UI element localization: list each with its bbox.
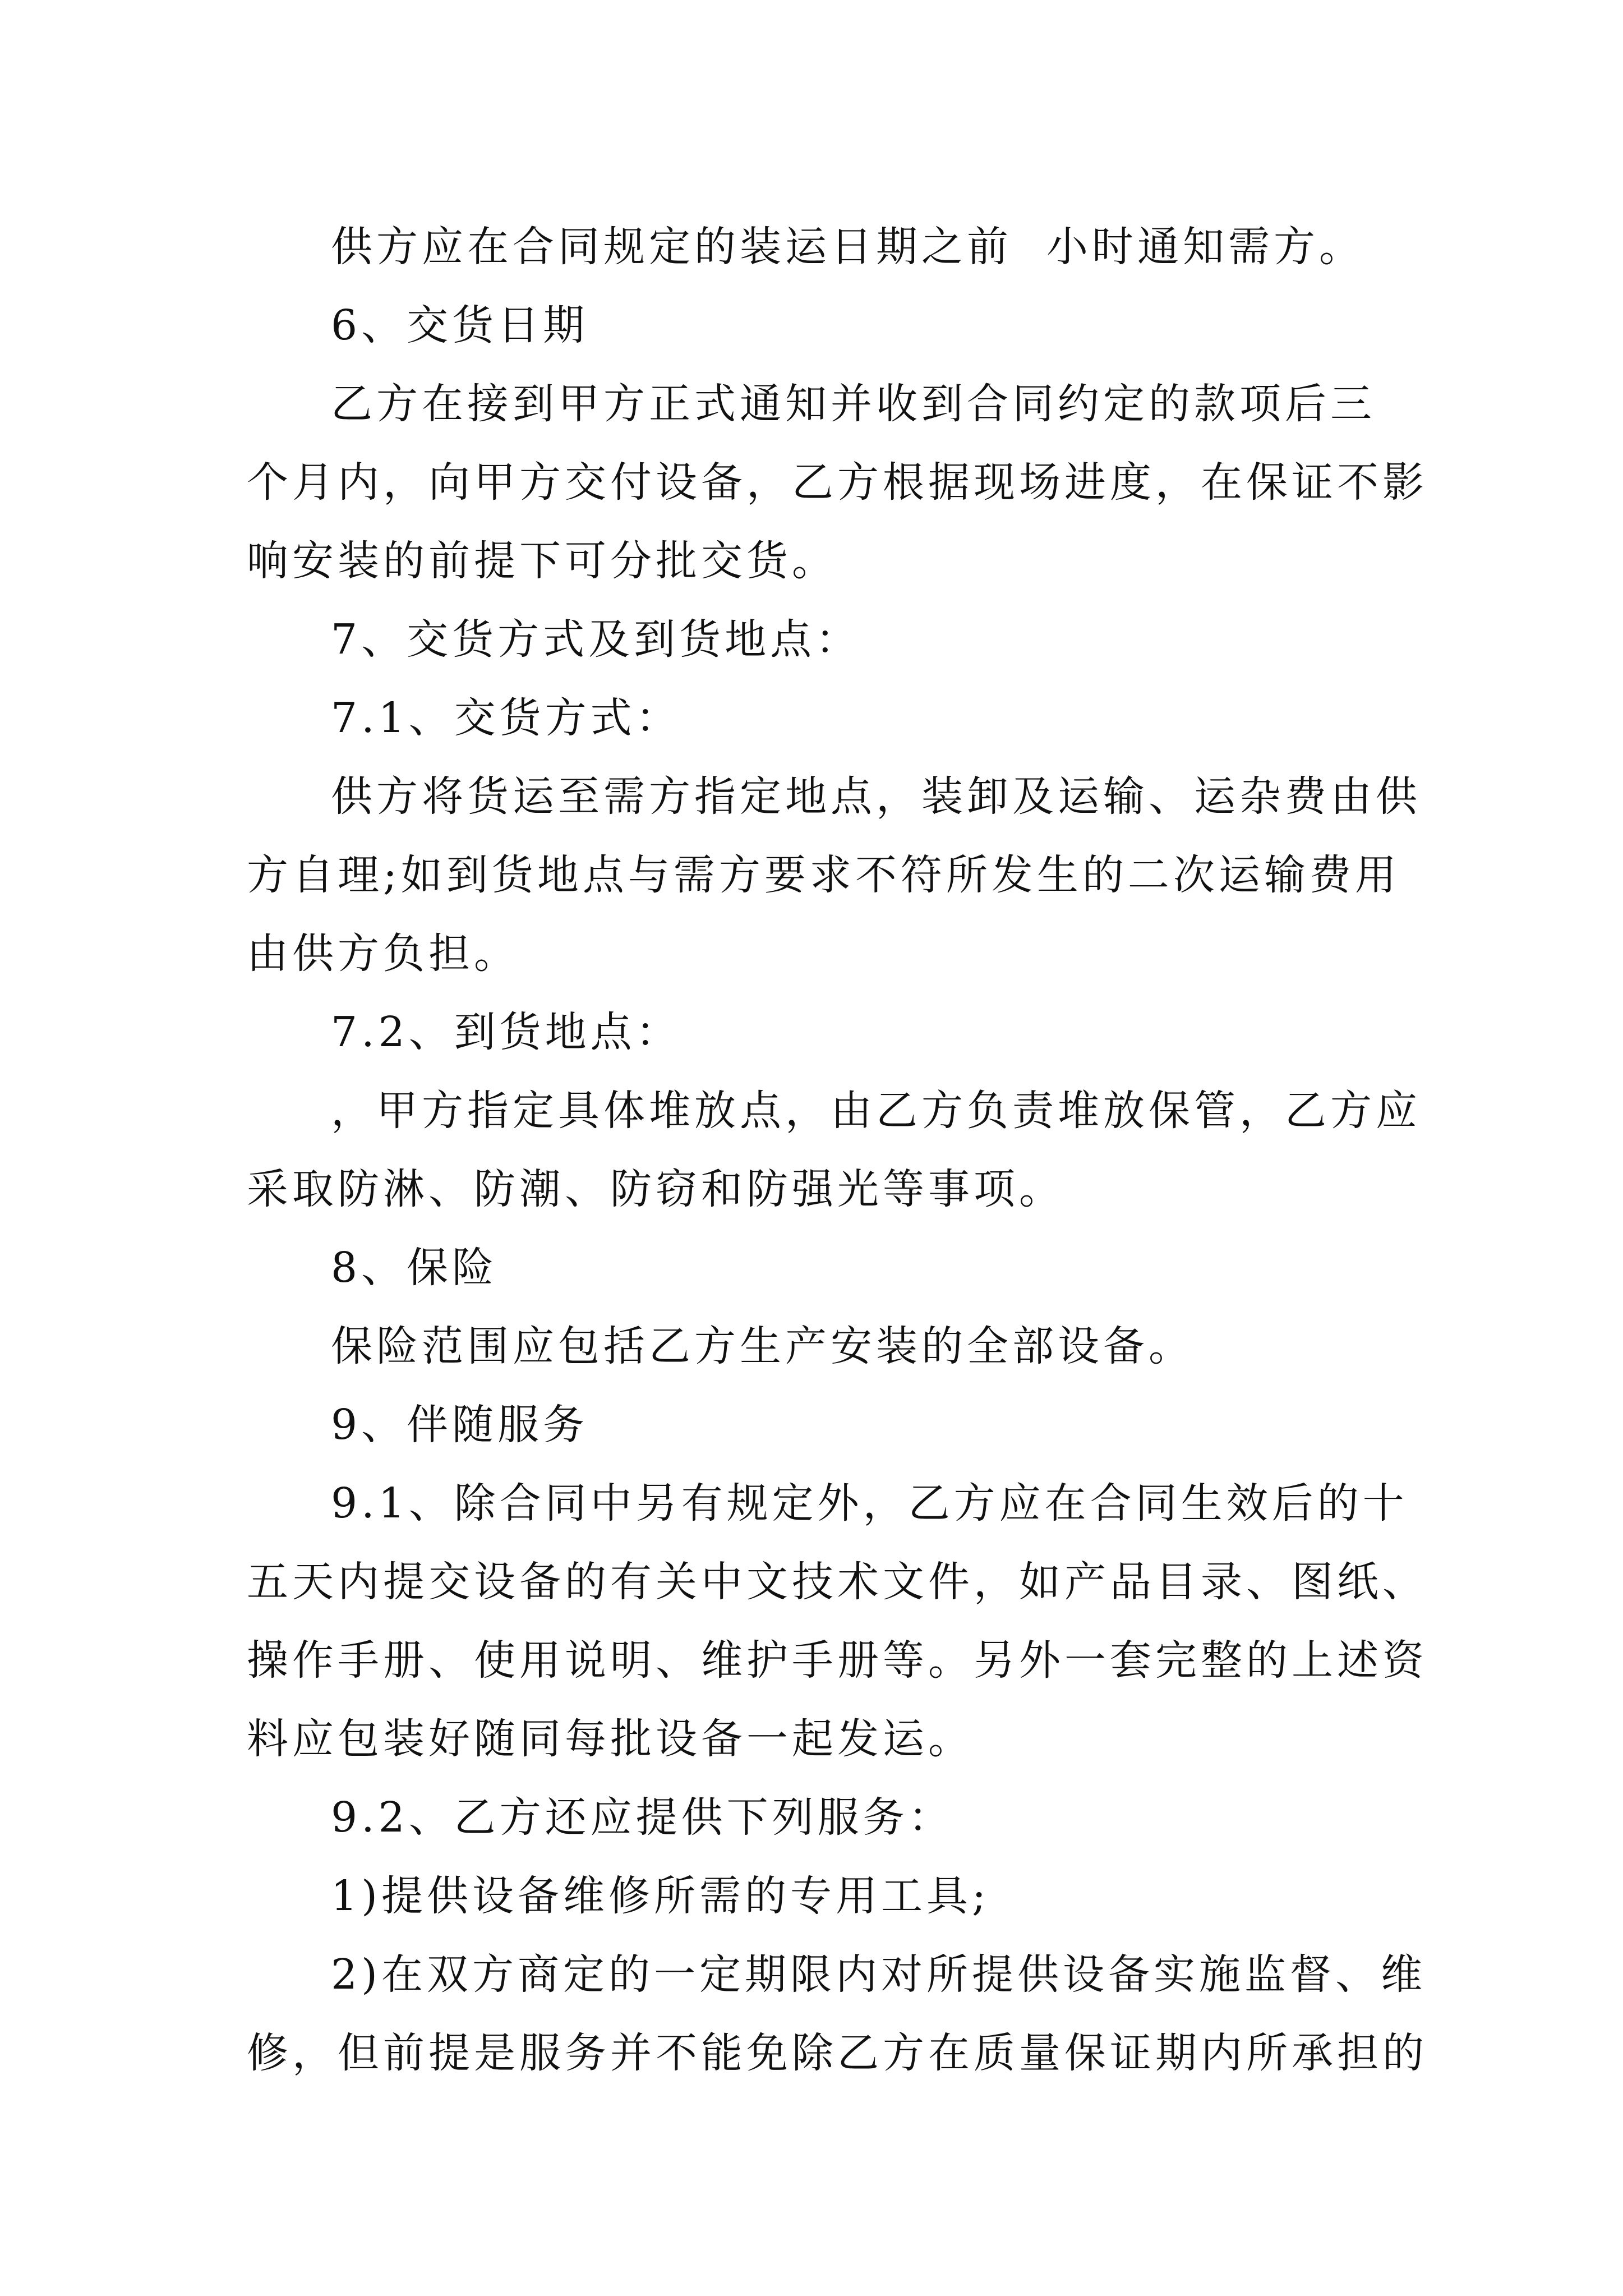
text-line: 修，但前提是服务并不能免除乙方在质量保证期内所承担的: [247, 2029, 1428, 2077]
section-heading: 7、交货方式及到货地点：: [331, 615, 861, 664]
text-line: 由供方负担。: [247, 930, 519, 978]
section-heading: 8、保险: [331, 1244, 498, 1292]
document-body: [247, 208, 1428, 2092]
text-line: 料应包装好随同每批设备一起发运。: [247, 1715, 974, 1763]
text-line: 供方将货运至需方指定地点，装卸及运输、运杂费由供: [331, 772, 1421, 821]
text-line: 操作手册、使用说明、维护手册等。另外一套完整的上述资: [247, 1636, 1428, 1685]
text-line: 保险范围应包括乙方生产安装的全部设备。: [331, 1322, 1194, 1370]
text-line: 9.1、除合同中另有规定外，乙方应在合同生效后的十: [331, 1479, 1408, 1527]
list-item: 1)提供设备维修所需的专用工具;: [331, 1872, 990, 1920]
section-heading: 9、伴随服务: [331, 1401, 589, 1449]
text-line: 乙方在接到甲方正式通知并收到合同约定的款项后三: [331, 380, 1376, 428]
text-line: 供方应在合同规定的装运日期之前 小时通知需方。: [331, 223, 1365, 271]
text-line: 方自理;如到货地点与需方要求不符所发生的二次运输费用: [247, 851, 1400, 899]
subsection-heading: 7.1、交货方式：: [331, 694, 681, 742]
subsection-heading: 9.2、乙方还应提供下列服务：: [331, 1793, 954, 1842]
text-line: 五天内提交设备的有关中文技术文件，如产品目录、图纸、: [247, 1558, 1428, 1606]
subsection-heading: 7.2、到货地点：: [331, 1008, 681, 1056]
text-line: 采取防淋、防潮、防窃和防强光等事项。: [247, 1165, 1064, 1213]
list-item: 2)在双方商定的一定期限内对所提供设备实施监督、维: [331, 1950, 1426, 1999]
text-line: ，甲方指定具体堆放点，由乙方负责堆放保管，乙方应: [331, 1087, 1421, 1135]
section-heading: 6、交货日期: [331, 301, 589, 349]
text-line: 响安装的前提下可分批交货。: [247, 537, 837, 585]
text-line: 个月内，向甲方交付设备，乙方根据现场进度，在保证不影: [247, 458, 1428, 507]
